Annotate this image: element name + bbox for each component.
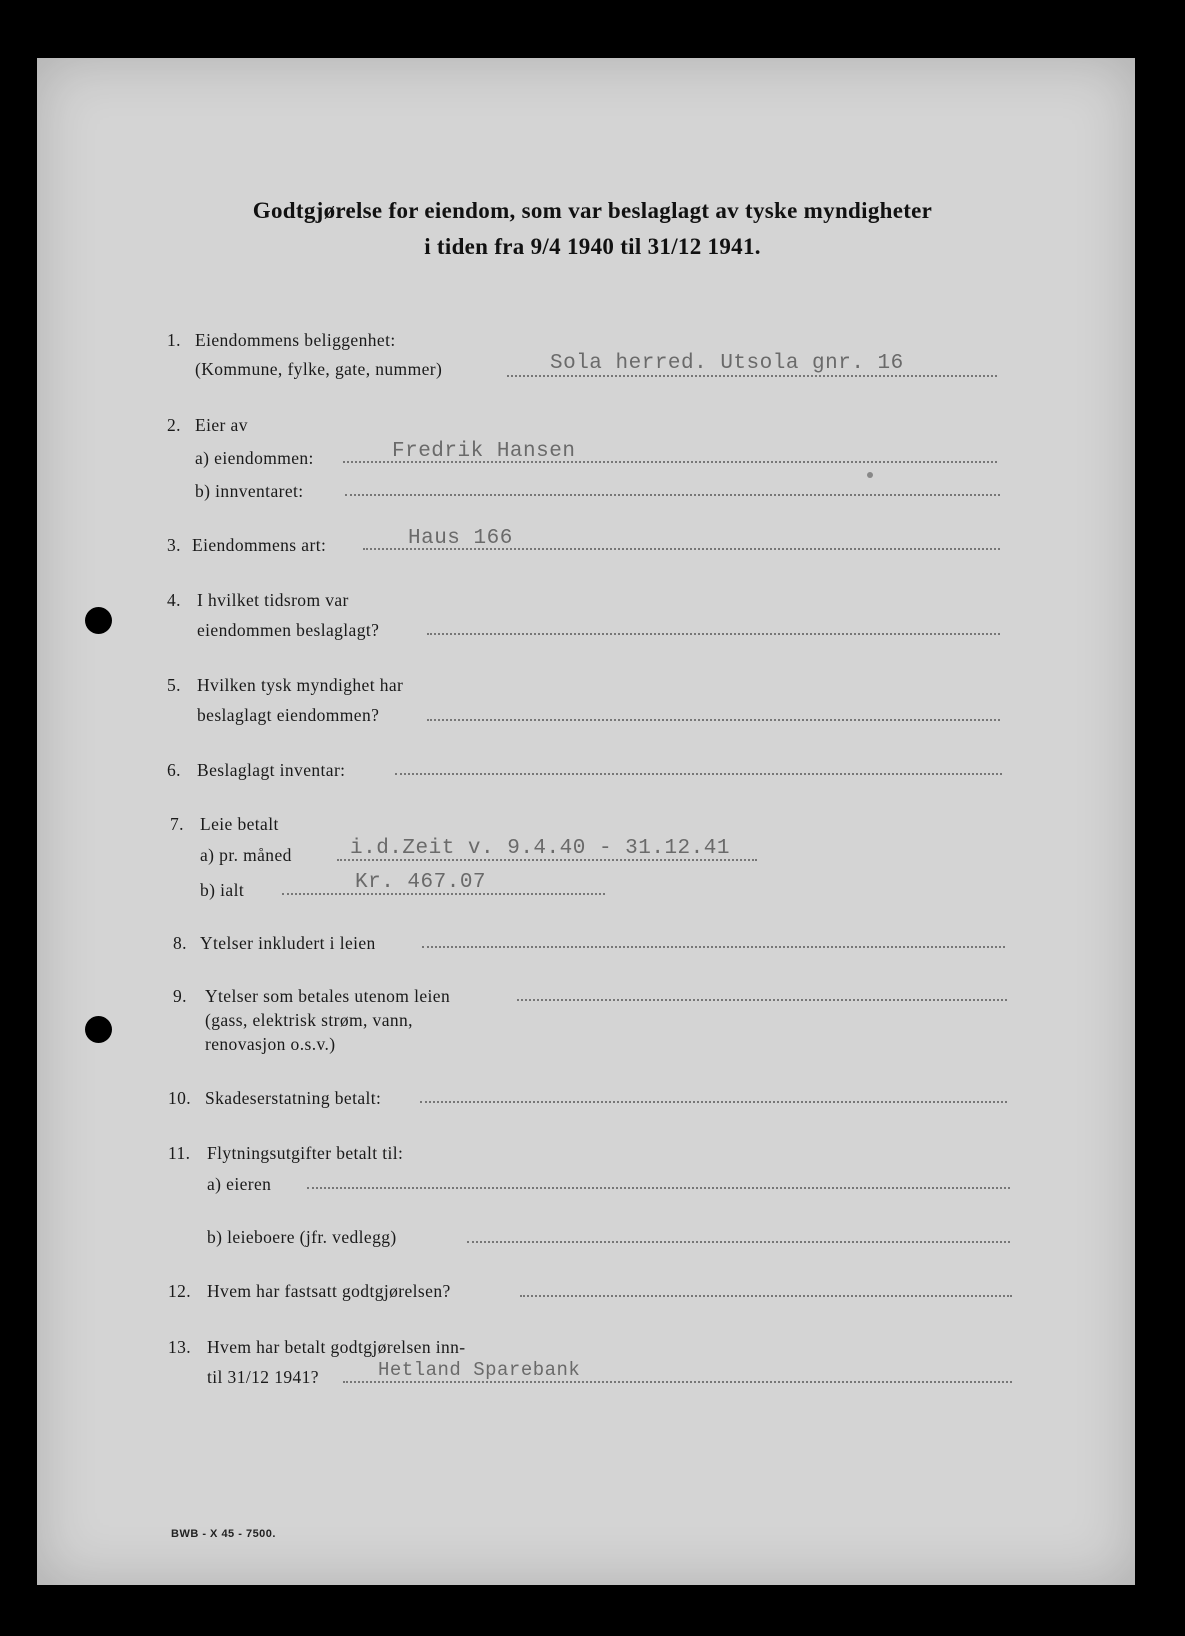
q1-answer-line xyxy=(507,375,997,377)
form-title-line2: i tiden fra 9/4 1940 til 31/12 1941. xyxy=(424,234,761,259)
q3-label: Eiendommens art: xyxy=(192,535,327,555)
q4-label: I hvilket tidsrom var xyxy=(197,590,349,610)
q2b-label: b) innventaret: xyxy=(195,481,304,501)
q7a-label: a) pr. måned xyxy=(200,845,292,865)
punch-hole xyxy=(85,1016,112,1043)
q3-number: 3. xyxy=(167,535,181,555)
q1-sublabel: (Kommune, fylke, gate, nummer) xyxy=(195,359,443,379)
q7b-label: b) ialt xyxy=(200,880,245,900)
q9-sublabel2: renovasjon o.s.v.) xyxy=(205,1034,336,1054)
q1-answer: Sola herred. Utsola gnr. 16 xyxy=(550,352,904,375)
q4-number: 4. xyxy=(167,590,181,610)
punch-hole xyxy=(85,607,112,634)
q13-answer: Hetland Sparebank xyxy=(378,1359,581,1381)
q4-answer-line xyxy=(427,633,1000,635)
q8-number: 8. xyxy=(173,933,187,953)
q10-label: Skadeserstatning betalt: xyxy=(205,1088,382,1108)
q6-answer-line xyxy=(395,773,1002,775)
q11b-answer-line xyxy=(467,1241,1010,1243)
q11-number: 11. xyxy=(168,1143,191,1163)
q9-label: Ytelser som betales utenom leien xyxy=(205,986,451,1006)
speck xyxy=(867,472,873,478)
q11b-label: b) leieboere (jfr. vedlegg) xyxy=(207,1227,397,1247)
q2-number: 2. xyxy=(167,415,181,435)
q9-number: 9. xyxy=(173,986,187,1006)
q7-number: 7. xyxy=(170,814,184,834)
q9-sublabel: (gass, elektrisk strøm, vann, xyxy=(205,1010,413,1030)
q11-label: Flytningsutgifter betalt til: xyxy=(207,1143,404,1163)
q13-number: 13. xyxy=(168,1337,192,1357)
q13-label: Hvem har betalt godtgjørelsen inn- xyxy=(207,1337,466,1357)
q13-sublabel: til 31/12 1941? xyxy=(207,1367,319,1387)
q5-answer-line xyxy=(427,719,1000,721)
q10-answer-line xyxy=(420,1101,1007,1103)
q8-label: Ytelser inkludert i leien xyxy=(200,933,376,953)
q6-label: Beslaglagt inventar: xyxy=(197,760,346,780)
q12-answer-line xyxy=(520,1295,1012,1297)
q6-number: 6. xyxy=(167,760,181,780)
q11a-label: a) eieren xyxy=(207,1174,272,1194)
q4-sublabel: eiendommen beslaglagt? xyxy=(197,620,380,640)
q5-sublabel: beslaglagt eiendommen? xyxy=(197,705,380,725)
q5-label: Hvilken tysk myndighet har xyxy=(197,675,404,695)
q12-number: 12. xyxy=(168,1281,192,1301)
q7b-answer: Kr. 467.07 xyxy=(355,871,487,894)
q12-label: Hvem har fastsatt godtgjørelsen? xyxy=(207,1281,451,1301)
q11a-answer-line xyxy=(307,1187,1010,1189)
q10-number: 10. xyxy=(168,1088,192,1108)
q1-label: Eiendommens beliggenhet: xyxy=(195,330,396,350)
q1-number: 1. xyxy=(167,330,181,350)
q2b-answer-line xyxy=(345,494,1000,496)
q3-answer: Haus 166 xyxy=(408,527,513,550)
q2a-answer: Fredrik Hansen xyxy=(392,440,576,463)
q7-label: Leie betalt xyxy=(200,814,279,834)
form-title-line1: Godtgjørelse for eiendom, som var beslaglagt av tyske myndigheter xyxy=(252,198,933,223)
q2-label: Eier av xyxy=(195,415,248,435)
q2a-label: a) eiendommen: xyxy=(195,448,314,468)
q5-number: 5. xyxy=(167,675,181,695)
q7a-answer: i.d.Zeit v. 9.4.40 - 31.12.41 xyxy=(350,837,730,860)
q9-answer-line xyxy=(517,999,1007,1001)
form-footer-code: BWB - X 45 - 7500. xyxy=(171,1528,276,1540)
q8-answer-line xyxy=(422,946,1005,948)
q13-answer-line xyxy=(343,1381,1012,1383)
